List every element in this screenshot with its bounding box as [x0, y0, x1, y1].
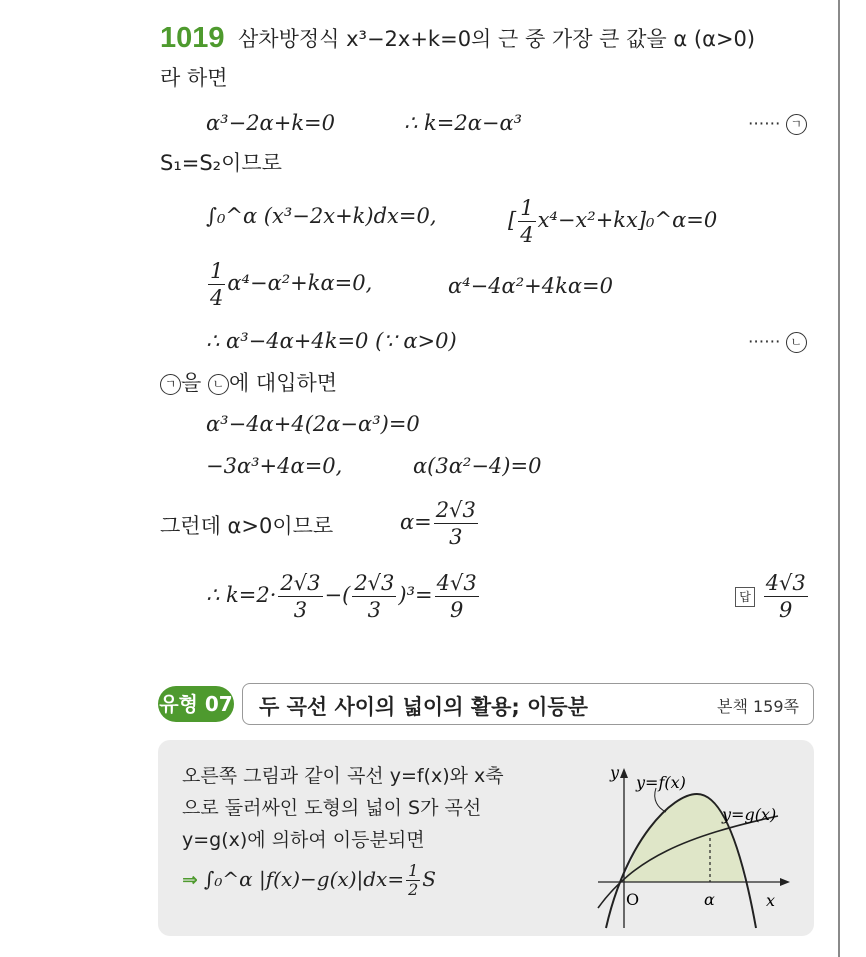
- equation-1b: ∴ k=2α−α³: [404, 111, 523, 135]
- answer: [735, 570, 810, 623]
- implies-arrow-icon: ⇒: [182, 869, 198, 891]
- k-frac-1: [278, 570, 322, 623]
- k-pre: ∴ k=2·: [206, 583, 277, 607]
- antideriv-bracket: [: [508, 208, 517, 232]
- frac-num: 2√3: [354, 571, 395, 595]
- formula-s: S: [422, 867, 436, 891]
- concept-box: [158, 740, 814, 936]
- k-frac-2: [352, 570, 396, 623]
- answer-fraction: [764, 570, 808, 623]
- circled-mark-1: ㄱ: [786, 114, 807, 135]
- frac-den: 9: [779, 598, 793, 622]
- subst-part2: 에 대입하면: [228, 371, 338, 395]
- y-axis-arrow-icon: [620, 768, 628, 778]
- antideriv-rest: x⁴−x²+kx]₀^α=0: [537, 208, 718, 232]
- equation-3b: α⁴−4α²+4kα=0: [448, 274, 613, 298]
- frac-num: 4√3: [436, 571, 477, 595]
- concept-line-2: 으로 둘러싸인 도형의 넓이 S가 곡선: [182, 797, 482, 819]
- ref-tag-2: [748, 332, 807, 353]
- frac-den: 3: [367, 598, 382, 622]
- area-graph: [594, 760, 804, 930]
- equation-1: α³−2α+k=0: [206, 111, 336, 135]
- k-mid: −(: [324, 583, 351, 607]
- circled-mark-ref1: ㄱ: [160, 374, 181, 395]
- frac-num: 1: [520, 196, 534, 220]
- x-axis-arrow-icon: [780, 878, 790, 886]
- eq3-rest: α⁴−α²+kα=0,: [227, 271, 373, 295]
- alpha-label: α: [704, 890, 715, 909]
- concept-formula: [182, 862, 436, 899]
- frac-den: 3: [293, 598, 308, 622]
- formula-half: [406, 862, 420, 899]
- page-border: [838, 0, 840, 957]
- frac-num: 2√3: [280, 571, 321, 595]
- area-condition: S₁=S₂이므로: [160, 151, 282, 175]
- origin-label: O: [626, 890, 640, 909]
- frac-den: 4: [210, 286, 224, 310]
- equation-5: α³−4α+4(2α−α³)=0: [206, 412, 420, 436]
- formula-integral: ∫₀^α |f(x)−g(x)|dx=: [203, 867, 405, 891]
- frac-num: 1: [408, 861, 419, 880]
- ref-dots-1: ······: [748, 114, 781, 135]
- y-axis-label: y: [610, 763, 620, 782]
- type-badge: 유형 07: [158, 686, 234, 722]
- equation-6: −3α³+4α=0,: [206, 454, 343, 478]
- k-calculation: [206, 570, 481, 623]
- frac-num: 4√3: [765, 571, 806, 595]
- section-header: [158, 683, 814, 725]
- frac-den: 9: [450, 598, 464, 622]
- integral-eq: ∫₀^α (x³−2x+k)dx=0,: [206, 204, 437, 228]
- ref-dots-2: ······: [748, 332, 781, 353]
- textbook-reference: 본책 159쪽: [717, 697, 799, 716]
- concept-line-1: 오른쪽 그림과 같이 곡선 y=f(x)와 x축: [182, 765, 504, 787]
- f-curve-label: y=f(x): [636, 773, 686, 792]
- problem-intro-cont: 라 하면: [160, 66, 228, 90]
- concept-line-3: y=g(x)에 의하여 이등분되면: [182, 829, 425, 851]
- section-title-box: [242, 683, 814, 725]
- frac-den: 3: [449, 525, 463, 549]
- frac-num: 1: [210, 259, 224, 283]
- equation-4: ∴ α³−4α+4k=0 (∵ α>0): [206, 329, 457, 353]
- frac-den: 2: [408, 880, 419, 899]
- x-axis-label: x: [766, 891, 776, 910]
- fraction-quarter: [518, 195, 535, 248]
- antiderivative: [508, 195, 717, 248]
- section-title: 두 곡선 사이의 넓이의 활용; 이등분: [259, 695, 588, 719]
- g-curve-label: y=g(x): [722, 805, 777, 824]
- condition-text: 그런데 α>0이므로: [160, 514, 334, 538]
- frac-num: 2√3: [435, 498, 476, 522]
- alpha-eq: α=: [400, 510, 432, 534]
- frac-den: 4: [520, 223, 534, 247]
- substitution-text: [160, 370, 337, 396]
- k-mid2: )³=: [398, 583, 433, 607]
- subst-part1: 을: [181, 371, 208, 395]
- circled-mark-2: ㄴ: [786, 332, 807, 353]
- alpha-value: [400, 497, 480, 550]
- equation-3: [206, 258, 372, 311]
- equation-6b: α(3α²−4)=0: [413, 454, 542, 478]
- ref-tag-1: [748, 114, 807, 135]
- k-frac-3: [435, 570, 479, 623]
- alpha-fraction: [434, 497, 478, 550]
- fraction-quarter-2: [208, 258, 225, 311]
- answer-label: 답: [735, 587, 755, 607]
- circled-mark-ref2: ㄴ: [208, 374, 229, 395]
- problem-intro: 삼차방정식 x³−2x+k=0의 근 중 가장 큰 값을 α (α>0): [238, 27, 756, 51]
- problem-number: 1019: [160, 22, 225, 54]
